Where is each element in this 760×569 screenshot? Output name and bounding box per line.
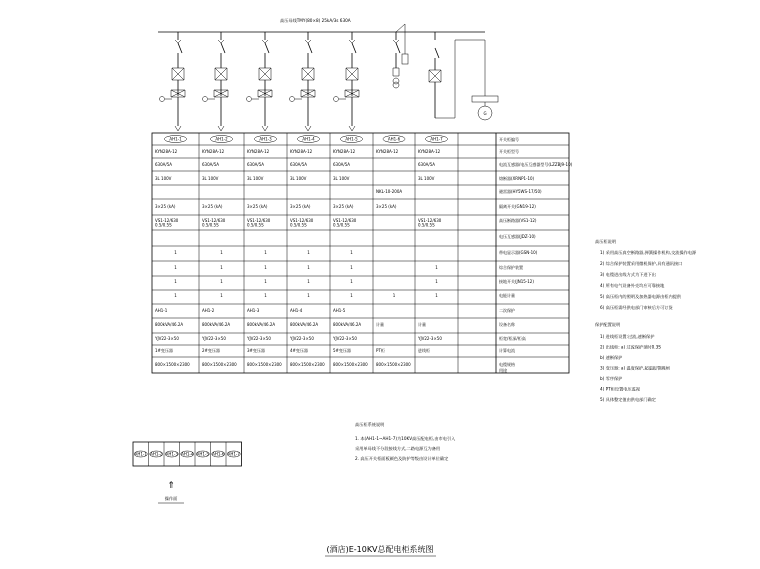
cell-mark: 1 [220, 265, 223, 270]
cell-mark: 1 [435, 279, 438, 284]
bus-tie [396, 24, 405, 32]
grounding-icon [203, 97, 208, 102]
cell-capacity: 800kVA/46.2A [247, 322, 276, 327]
cell-mark: 1 [174, 279, 177, 284]
busbar-label: 高压母线TMY(80×8) 25kA/3s 630A [280, 18, 351, 23]
plug-contact-icon [393, 40, 399, 43]
grounding-icon [247, 97, 252, 102]
cell-use: PT柜 [376, 348, 385, 353]
note-line: 4) 所有电气设备外壳均应可靠接地 [600, 283, 665, 288]
incoming-feeder [396, 24, 498, 120]
cell-ct: 630A/5A [155, 162, 172, 167]
note-line: b) 速断保护 [600, 355, 623, 360]
legend-label: AH1-7 [227, 451, 240, 457]
row-label: 电流互感器/电压互感器型号(LZZBJ9-10) [499, 162, 573, 167]
cabinet-number: AH1-4 [302, 136, 315, 142]
cell-breaker: 3L 100V [247, 176, 264, 181]
feeder-2 [203, 32, 229, 131]
cell-ct: 630A/5A [247, 162, 264, 167]
cell-cable: YJV22-3×50 [155, 336, 179, 341]
row-label: 用途 [499, 368, 507, 373]
row-label: 综合保护装置 [499, 265, 523, 270]
row-label: 接地开关(JN15-12) [499, 279, 534, 284]
cell-pt: NKL-10-200A [376, 189, 403, 194]
plug-contact-icon [218, 40, 224, 43]
cell-protect: VS1-12/630 [333, 218, 357, 223]
feeder-branches [160, 24, 499, 131]
cell-model: KYN28A-12 [247, 149, 270, 154]
cell-use: 1#变压器 [155, 348, 173, 353]
note-line: 2) 出线柜: a) 过流保护延时0.3S [600, 344, 661, 350]
row-label: 电能计量 [499, 293, 515, 298]
row-label: 高压断路器(VS1-12) [499, 218, 537, 223]
legend-label: AH1-4 [181, 451, 194, 457]
cell-mark: 1 [220, 279, 223, 284]
cell-size: 800×1500×2300 [155, 362, 190, 367]
front-view-legend [133, 442, 242, 466]
legend-label: AH1-2 [150, 451, 163, 457]
row-labels [499, 136, 573, 373]
cell-mark: 1 [264, 265, 267, 270]
cabinet-number: AH1-5 [345, 136, 358, 142]
cell-arrester: 3×25 (kA) [155, 204, 176, 209]
cell-mark: 1 [220, 293, 223, 298]
note-line: 2) 综合保护装置采用微机保护,具有通讯接口 [600, 261, 683, 266]
current-transformer-icon [172, 68, 184, 80]
cabinet-number: AH1-1 [169, 136, 182, 142]
cell-use: 4#变压器 [290, 348, 308, 353]
cell-cable: YJV22-3×50 [333, 336, 357, 341]
cell-breaker: 3L 100V [333, 176, 350, 181]
row-label: 电缆规格 [499, 362, 515, 367]
row-label: 避雷器(HY5WS-17/50) [499, 189, 542, 194]
row-label: 隔离开关(GN19-12) [499, 204, 536, 209]
current-transformer-icon [346, 68, 358, 80]
cabinet-number: AH1-3 [259, 136, 272, 142]
cell-func: AH1-1 [155, 308, 168, 313]
cell-ct: 630A/5A [202, 162, 219, 167]
legend-label: AH1-5 [196, 451, 209, 457]
cell-protect: 0.5/0.5S [202, 222, 219, 228]
row-label: 计算电流 [499, 348, 515, 353]
legend-label: AH1-3 [165, 451, 178, 457]
cell-capacity: 800kVA/46.2A [290, 322, 319, 327]
note-line: 1. 本(AH1-1~AH1-7)为10KV高压配电柜,由市电引入 [355, 436, 456, 441]
cell-arrester: 3×25 (kA) [290, 204, 311, 209]
cell-cable: YJV22-3×50 [202, 336, 226, 341]
voltage-transformer-icon [393, 82, 399, 88]
feeder-4 [290, 32, 316, 131]
feeder-6 [393, 32, 400, 88]
note-line: 1) 采用高压真空断路器,弹簧操作机构,交流操作电源 [600, 250, 697, 255]
cell-mark: 1 [174, 250, 177, 255]
front-label: 操作面 [164, 496, 178, 501]
cabinet-number: AH1-7 [430, 136, 443, 142]
cable-outlet-icon [305, 126, 311, 131]
cell-mark: 1 [350, 293, 353, 298]
feeder-5 [334, 32, 360, 131]
current-transformer-icon [259, 68, 271, 80]
note-line: 5) 高压柜内的照明及加热器电源由柜内提供 [600, 294, 682, 299]
note-line: 4) PT柜设置电压监视 [600, 386, 641, 392]
notes3-title: 高压柜系统说明 [355, 422, 385, 427]
row-label: 熔断器(XRNP1-10) [499, 176, 535, 181]
cell-arrester: 3×25 (kA) [376, 204, 397, 209]
row-label: 设备名称 [499, 322, 515, 327]
breaker-contact [178, 43, 182, 53]
row-label: 开关柜编号 [499, 137, 519, 142]
cable-outlet-icon [262, 126, 268, 131]
cell-ct: 630A/5A [418, 162, 435, 167]
cell-mark: 1 [350, 279, 353, 284]
cell-use: 进线柜 [418, 348, 430, 353]
cell-capacity: 计量 [418, 322, 426, 327]
cell-model: KYN28A-12 [333, 149, 356, 154]
cell-cable: YJV22-3×50 [418, 336, 442, 341]
generator-label: G [483, 111, 487, 116]
note-line: 1) 进线柜设置:过流,速断保护 [600, 334, 655, 339]
notes3-block [355, 435, 456, 462]
row-label: 二次保护 [499, 308, 515, 313]
cell-use: 3#变压器 [247, 348, 265, 353]
grounding-icon [290, 97, 295, 102]
cable-outlet-icon [175, 126, 181, 131]
cell-mark: 1 [264, 279, 267, 284]
cell-cable: YJV22-3×50 [290, 336, 314, 341]
breaker-contact [435, 48, 439, 58]
meter-box [472, 96, 498, 102]
cell-mark: 1 [307, 279, 310, 284]
cell-model: KYN28A-12 [202, 149, 225, 154]
cell-mark: 1 [174, 293, 177, 298]
row-label: 电压互感器(JDZ-10) [499, 234, 536, 239]
cell-ct: 630A/5A [290, 162, 307, 167]
cell-protect: VS1-12/630 [155, 218, 179, 223]
breaker-contact [265, 43, 269, 53]
plug-contact-icon [349, 40, 355, 43]
incoming-cable [435, 40, 485, 118]
cell-size: 800×1500×2300 [202, 362, 237, 367]
cell-breaker: 3L 100V [418, 176, 435, 181]
plug-contact-icon [305, 40, 311, 43]
notes-block [600, 249, 697, 311]
drawing-title: (酒店)E-10KV总配电柜系统图 [326, 545, 434, 554]
cell-model: KYN28A-12 [155, 149, 178, 154]
cell-ct: 630A/5A [333, 162, 350, 167]
feeder-1 [160, 32, 186, 131]
row-label: 开关柜型号 [499, 149, 519, 154]
cell-mark: 1 [264, 293, 267, 298]
cell-arrester: 3×25 (kA) [202, 204, 223, 209]
front-arrow: ⇑ [167, 481, 175, 491]
breaker-contact [221, 43, 225, 53]
plug-contact-icon [262, 40, 268, 43]
plug-contact-icon [175, 40, 181, 43]
cell-protect: 0.5/0.5S [290, 222, 307, 228]
cell-mark: 1 [435, 265, 438, 270]
cell-model: KYN28A-12 [290, 149, 313, 154]
notes2-block [600, 333, 670, 403]
notes2-title: 保护配置说明 [595, 322, 621, 327]
cell-mark: 1 [435, 293, 438, 298]
fuse-icon [393, 68, 399, 76]
cell-mark: 1 [307, 250, 310, 255]
current-transformer-icon [302, 68, 314, 80]
feeder-3 [247, 32, 273, 131]
cell-breaker: 3L 100V [202, 176, 219, 181]
cell-protect: 0.5/0.5S [418, 222, 435, 228]
cell-mark: 1 [350, 250, 353, 255]
note-line: 5) 具体整定值由供电部门确定 [600, 397, 656, 402]
cell-mark: 1 [392, 293, 396, 298]
cell-arrester: 3×25 (kA) [333, 204, 354, 209]
row-label: 带电显示器(GSN-10) [499, 250, 538, 255]
breaker-contact [352, 43, 356, 53]
note-line: 采用单母线不分段接线方式,二路电源互为备用 [355, 446, 441, 451]
cell-mark: 1 [220, 250, 223, 255]
cell-model: KYN28A-12 [376, 149, 399, 154]
grounding-icon [334, 97, 339, 102]
cell-mark: 1 [174, 265, 177, 270]
cell-protect: VS1-12/630 [290, 218, 314, 223]
pt-fuse-icon [402, 54, 408, 64]
cell-use: 2#变压器 [202, 348, 220, 353]
grounding-icon [160, 97, 165, 102]
cabinet-number: AH1-2 [215, 136, 228, 142]
cell-use: 5#变压器 [333, 348, 351, 353]
cell-protect: VS1-12/630 [247, 218, 271, 223]
notes-title: 高压柜说明 [595, 239, 616, 244]
cell-mark: 1 [264, 250, 267, 255]
cell-arrester: 3×25 (kA) [247, 204, 268, 209]
cell-capacity: 计量 [376, 322, 384, 327]
cell-protect: 0.5/0.5S [247, 222, 264, 228]
cell-func: AH1-2 [202, 308, 215, 313]
cell-size: 800×1500×2300 [247, 362, 282, 367]
cell-mark: 1 [307, 293, 310, 298]
cell-model: KYN28A-12 [418, 149, 441, 154]
row-label: 柜宽/柜深/柜高 [499, 336, 526, 341]
cabinet-number: AH1-6 [387, 136, 401, 142]
breaker-contact [308, 43, 312, 53]
legend-label: AH1-1 [134, 451, 147, 457]
current-transformer-icon [215, 68, 227, 80]
cell-protect: VS1-12/630 [202, 218, 226, 223]
cell-breaker: 3L 100V [155, 176, 172, 181]
note-line: 3) 电缆进出线方式为下进下出 [600, 272, 656, 277]
cell-breaker: 3L 100V [290, 176, 307, 181]
cell-cable: YJV22-3×50 [247, 336, 271, 341]
cell-capacity: 800kVA/46.2A [202, 322, 231, 327]
note-line: 6) 高压柜需经供电部门审核后方可订货 [600, 305, 673, 310]
legend-label: AH1-6 [212, 451, 225, 457]
cell-mark: 1 [350, 265, 353, 270]
cell-func: AH1-4 [290, 308, 303, 313]
note-line: b) 零序保护 [600, 376, 623, 381]
cable-outlet-icon [218, 126, 224, 131]
cell-capacity: 800kVA/46.2A [155, 322, 184, 327]
note-line: 3) 变压器: a) 温度保护,超温报警跳闸 [600, 365, 670, 371]
breaker-contact [396, 43, 400, 53]
cell-mark: 1 [307, 265, 310, 270]
note-line: 2. 高压开关柜面板颜色及防护等级由设计单位确定 [355, 456, 449, 461]
cell-func: AH1-5 [333, 308, 346, 313]
cell-func: AH1-3 [247, 308, 260, 313]
cell-size: 800×1500×2300 [333, 362, 368, 367]
cell-protect: VS1-12/630 [418, 218, 442, 223]
cell-size: 800×1500×2300 [290, 362, 325, 367]
cell-protect: 0.5/0.5S [333, 222, 350, 228]
cell-size: 800×1500×2300 [376, 362, 411, 367]
cell-capacity: 800kVA/46.2A [333, 322, 362, 327]
cable-outlet-icon [349, 126, 355, 131]
current-transformer-icon [429, 70, 441, 82]
cell-protect: 0.5/0.5S [155, 222, 172, 228]
